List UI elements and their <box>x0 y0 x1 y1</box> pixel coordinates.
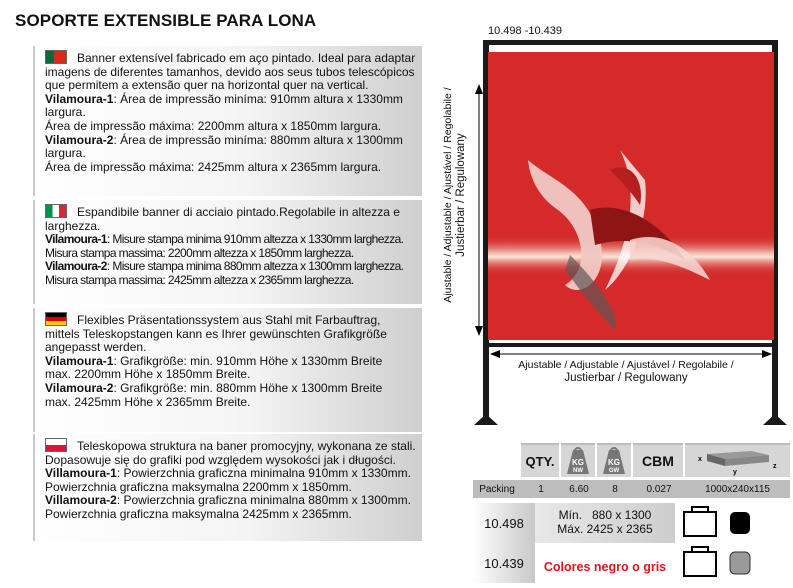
de-model2-name: Vilamoura-2 <box>45 380 114 395</box>
packing-gw: 8 <box>612 483 618 495</box>
horizontal-adjustable-label: Ajustable / Adjustable / Ajustável / Regolabile / Justierbar / Regulowany <box>518 359 734 384</box>
pt-model1-max: Área de impressão máxima: 2200mm altura x 1850mm largura. <box>45 118 382 133</box>
germany-flag-icon <box>45 312 67 326</box>
it-model1-max: Misura stampa massima: 2200mm altezza x 1850mm larghezza. <box>45 245 354 260</box>
pt-model1-name: Vilamoura-1 <box>45 91 114 106</box>
product-row <box>473 503 790 543</box>
product-code: 10.439 <box>473 543 535 583</box>
page-title: SOPORTE EXTENSIBLE PARA LONA <box>15 11 317 30</box>
section-german <box>33 308 422 432</box>
it-model2-name: Vilamoura-2 <box>45 259 107 274</box>
packing-qty: 1 <box>538 483 544 495</box>
packing-label: Packing <box>479 483 515 495</box>
pl-model1-max: Powierzchnia graficzna maksymalna 2200mm x 1850mm. <box>45 479 352 494</box>
pt-model2-max: Área de impressão máxima: 2425mm altura x 2365mm largura. <box>45 159 382 174</box>
pt-intro: Banner extensível fabricado em aço pintado. Ideal para adaptar imagens de diferentes tamanhos, devido aos seus tubos telescópicos que permitem a extensão quer na horizontal quer na vertical. <box>45 51 416 93</box>
svg-text:KG: KG <box>572 458 584 467</box>
right-foot <box>763 414 787 425</box>
packing-cbm: 0.027 <box>646 483 672 495</box>
left-foot <box>474 414 498 425</box>
dimensions-box-icon <box>685 443 790 477</box>
svg-text:GW: GW <box>608 468 620 474</box>
it-model1-min: : Misure stampa minima 910mm altezza x 1330mm larghezza. <box>106 232 404 247</box>
product-row <box>473 543 790 583</box>
it-model2-min: : Misure stampa minima 880mm altezza x 1300mm larghezza. <box>106 259 404 274</box>
case-icon <box>684 512 716 536</box>
pl-model2-name: Villamoura-2 <box>45 493 117 508</box>
packing-row <box>473 480 790 498</box>
italy-flag-icon <box>45 204 67 218</box>
vertical-adjustable-label: Ajustable / Adjustable / Ajustável / Regolabile / Justierbar / Regulowany <box>442 87 467 303</box>
pl-model1-min: : Powierzchnia graficzna minimalna 910mm x 1330mm. <box>116 466 411 481</box>
case-icon <box>684 552 716 576</box>
portugal-flag-icon <box>45 50 67 64</box>
section-polish <box>33 434 422 541</box>
packing-dims: 1000x240x115 <box>705 483 770 495</box>
color-swatch <box>730 512 750 534</box>
top-bar <box>483 40 778 45</box>
net-weight-icon <box>561 443 595 477</box>
de-model2-max: max. 2425mm Höhe x 2365mm Breite. <box>45 394 251 409</box>
svg-text:x: x <box>697 456 702 463</box>
pl-model1-name: Villamoura-1 <box>45 466 117 481</box>
pl-intro: Teleskopowa struktura na baner promocyjny, wykonana ze stali. Dopasowuje się do grafiki pod względem wysokości jak i długości. <box>45 439 416 467</box>
de-intro: Flexibles Präsentationssystem aus Stahl mit Farbauftrag, mittels Teleskopstangen kann es Ihrer gewünschten Grafikgröße angepasst werden. <box>45 313 387 355</box>
qty-header: QTY. <box>521 443 559 477</box>
packing-nw: 6.60 <box>569 483 589 495</box>
it-model1-name: Vilamoura-1 <box>45 232 107 247</box>
it-model2-max: Misura stampa massima: 2425mm altezza x 2365mm larghezza. <box>45 272 354 287</box>
section-italian <box>33 200 422 304</box>
section-portuguese <box>33 46 422 196</box>
product-code: 10.498 <box>473 503 535 543</box>
svg-text:KG: KG <box>608 458 620 467</box>
bottom-bar <box>483 343 778 347</box>
svg-text:NW: NW <box>573 468 583 474</box>
color-options <box>678 543 790 583</box>
de-model2-min: : Grafikgröße: min. 880mm Höhe x 1300mm Breite <box>113 380 383 395</box>
de-model1-name: Vilamoura-1 <box>45 353 114 368</box>
banner-stand-illustration <box>470 40 790 450</box>
product-codes: 10.498 -10.439 <box>488 25 563 37</box>
color-options <box>678 503 790 543</box>
product-size: Mín. 880 x 1300 Máx. 2425 x 2365 <box>535 503 675 543</box>
svg-text:y: y <box>732 469 737 476</box>
poland-flag-icon <box>45 438 67 452</box>
de-model1-min: : Grafikgröße: min. 910mm Höhe x 1330mm Breite <box>113 353 383 368</box>
pl-model2-max: Powierzchnia graficzna maksymalna 2425mm x 2365mm. <box>45 506 352 521</box>
pl-model2-min: : Powierzchnia graficzna minimalna 880mm x 1300mm. <box>116 493 411 508</box>
cbm-header: CBM <box>633 443 683 477</box>
color-note: Colores negro o gris <box>535 543 675 583</box>
color-swatch <box>730 552 750 574</box>
pt-model1-min: : Área de impressão miníma: 910mm altura x 1330mm largura. <box>45 91 403 120</box>
it-intro: Espandibile banner di acciaio pintado.Regolabile in altezza e larghezza. <box>45 205 400 233</box>
pt-model2-min: : Área de impressão miníma: 880mm altura x 1300mm largura. <box>45 132 403 161</box>
pt-model2-name: Vilamoura-2 <box>45 132 114 147</box>
svg-text:z: z <box>772 463 776 470</box>
gross-weight-icon <box>597 443 631 477</box>
de-model1-max: max. 2200mm Höhe x 1850mm Breite. <box>45 367 251 382</box>
